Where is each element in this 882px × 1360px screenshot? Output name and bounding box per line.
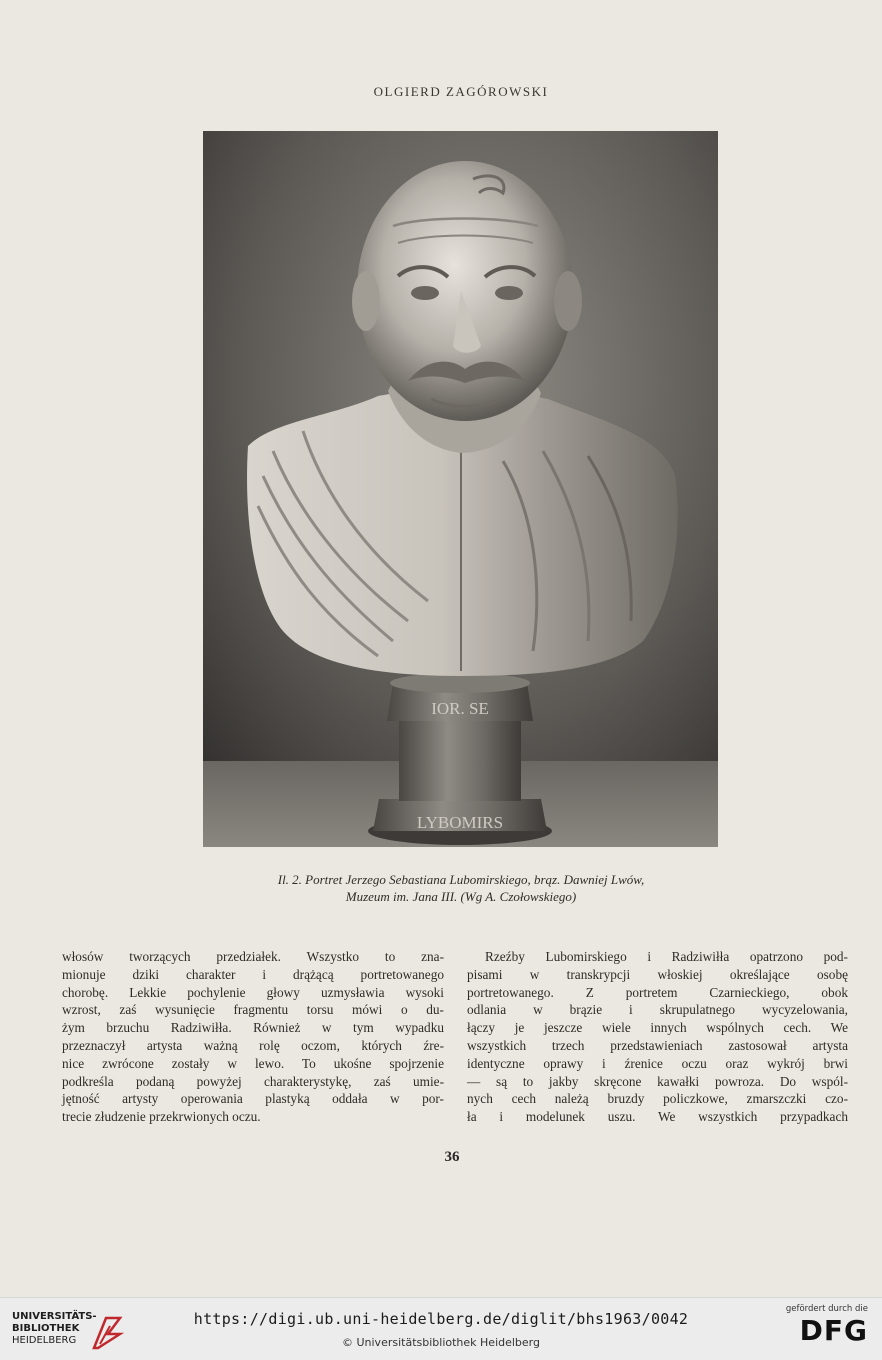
caption-line-2: Muzeum im. Jana III. (Wg A. Czołowskiego)	[345, 889, 577, 904]
left-text-column	[62, 948, 444, 1126]
text-line: ła i modelunek uszu. We wszystkich przypadkach	[467, 1109, 848, 1125]
text-line: wszystkich trzech przedstawieniach zastosował artysta	[467, 1037, 848, 1053]
pedestal-inscription-top: IOR. SE	[431, 699, 489, 718]
text-line: odlania w brązie i skrupulatnego wycyzelowania,	[467, 1002, 848, 1018]
library-line-2: BIBLIOTHEK	[12, 1323, 80, 1334]
page-number: 36	[444, 1149, 460, 1165]
text-line: — są to jakby skręcone kawałki powroza. Do wspól-	[467, 1073, 848, 1089]
text-line: podkreśla podaną powyżej charakterystykę, zaś umie-	[62, 1073, 444, 1089]
right-text-column	[467, 948, 848, 1126]
text-line: przeznaczył artysta ważną rolę oczom, których źre-	[62, 1037, 444, 1053]
figure-caption	[150, 871, 772, 905]
funder-block[interactable]	[778, 1304, 868, 1346]
text-line: trecie złudzenie przekrwionych oczu.	[62, 1109, 261, 1125]
text-line: nych cech należą bruzdy policzkowe, zmarszczki czo-	[467, 1091, 848, 1107]
text-line: żym brzuchu Radziwiłła. Również w tym wypadku	[62, 1020, 444, 1036]
pedestal-inscription-base: LYBOMIRS	[416, 813, 504, 832]
running-head: OLGIERD ZAGÓROWSKI	[373, 84, 549, 99]
bust-photograph	[203, 131, 718, 847]
text-line: mionuje dziki charakter i drążącą portretowanego	[62, 966, 444, 982]
text-line: nice zwrócone zostały w lewo. To ukośne spojrzenie	[62, 1055, 444, 1071]
funding-note: gefördert durch die	[785, 1304, 868, 1314]
viewer-footer	[0, 1297, 882, 1360]
dfg-logo: DFG	[799, 1314, 868, 1347]
text-line: chorobę. Lekkie pochylenie głowy uzmysławia wysoki	[62, 984, 444, 1000]
text-line: wzrost, zaś wysunięcie fragmentu torsu mówi o du-	[62, 1002, 444, 1018]
text-line: portretowanego. Z portretem Czarnieckiego, obok	[467, 984, 848, 1000]
text-line: Rzeźby Lubomirskiego i Radziwiłła opatrzono pod-	[485, 949, 848, 964]
text-line: jętność artysty operowania plastyką oddała w por-	[62, 1091, 444, 1107]
text-line: łączy je jeszcze wiele innych wspólnych cech. We	[467, 1020, 848, 1036]
permalink-url[interactable]: https://digi.ub.uni-heidelberg.de/diglit/bhs1963/0042	[193, 1310, 689, 1328]
copyright-notice: © Universitätsbibliothek Heidelberg	[341, 1336, 540, 1349]
text-line: włosów tworzących przedziałek. Wszystko to zna-	[62, 949, 444, 964]
caption-line-1: Il. 2. Portret Jerzego Sebastiana Lubomirskiego, brąz. Dawniej Lwów,	[277, 872, 645, 887]
text-line: identyczne oprawy i źrenice oczu oraz wykrój brwi	[467, 1055, 848, 1071]
library-line-1: UNIVERSITÄTS-	[12, 1311, 97, 1322]
text-line: pisami w transkrypcji włoskiej określające osobę	[467, 966, 848, 982]
library-line-3: HEIDELBERG	[12, 1335, 77, 1346]
